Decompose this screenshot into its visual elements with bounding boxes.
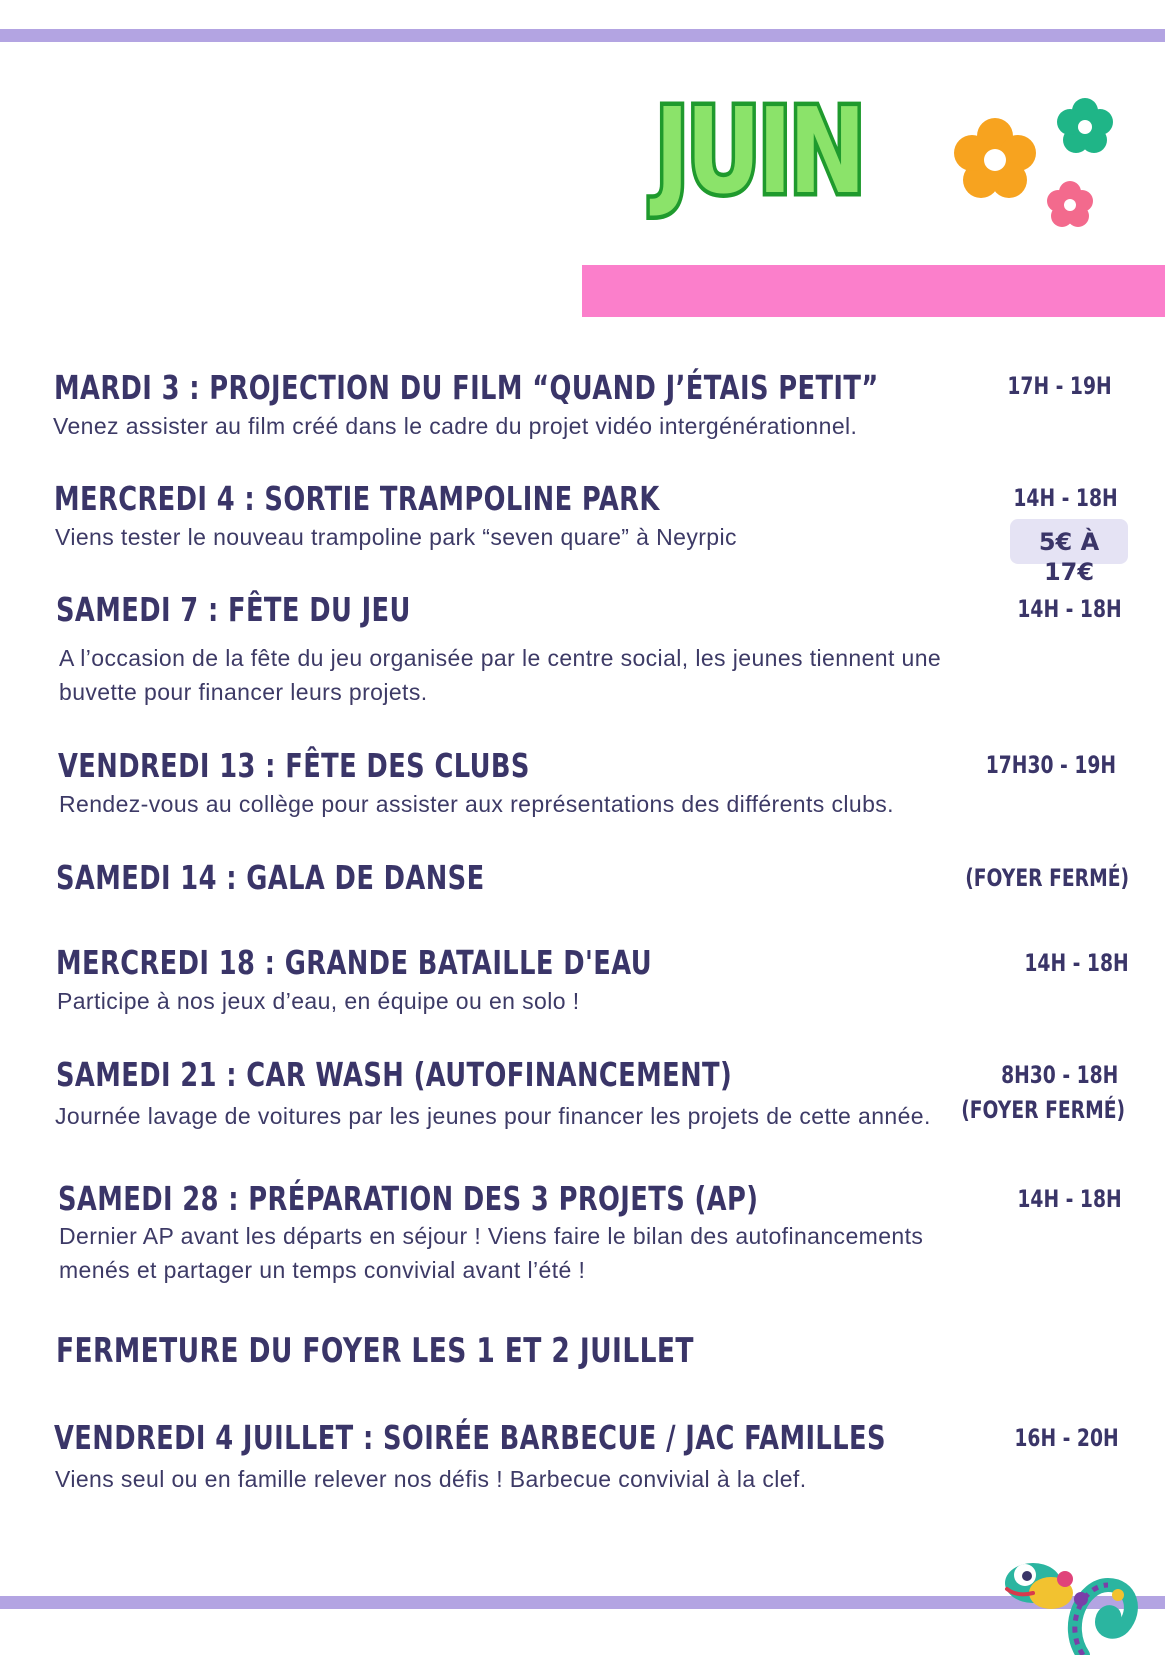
event-title: FERMETURE DU FOYER LES 1 ET 2 JUILLET [56, 1331, 694, 1371]
chameleon-mascot-icon [1003, 1555, 1138, 1655]
event-title: MARDI 3 : PROJECTION DU FILM “QUAND J’ÉTAIS PETIT” [54, 368, 879, 407]
event-title: SAMEDI 28 : PRÉPARATION DES 3 PROJETS (AP) [58, 1179, 759, 1218]
event-description: menés et partager un temps convivial avant l’été ! [59, 1257, 586, 1283]
event-time: 17H - 19H [1007, 372, 1112, 400]
flower-pink-icon [1047, 181, 1093, 227]
flowers-decoration [940, 95, 1125, 240]
event-time: 17H30 - 19H [985, 751, 1116, 779]
event-title: VENDREDI 13 : FÊTE DES CLUBS [58, 746, 530, 785]
flower-green-icon [1057, 98, 1113, 153]
event-time: 14H - 18H [1013, 484, 1118, 512]
event-title: SAMEDI 14 : GALA DE DANSE [56, 858, 485, 897]
event-description: Dernier AP avant les départs en séjour ! Viens faire le bilan des autofinancements [59, 1223, 924, 1249]
event-title: SAMEDI 21 : CAR WASH (AUTOFINANCEMENT) [56, 1055, 733, 1094]
event-description: Viens seul ou en famille relever nos défis ! Barbecue convivial à la clef. [55, 1466, 807, 1492]
price-label: 5€ À 17€ [1038, 528, 1100, 586]
event-time: 14H - 18H [1017, 1185, 1122, 1213]
event-description: Journée lavage de voitures par les jeunes pour financer les projets de cette année. [55, 1103, 931, 1129]
event-time: 16H - 20H [1014, 1424, 1119, 1452]
event-description: A l’occasion de la fête du jeu organisée par le centre social, les jeunes tiennent une [59, 645, 942, 671]
flower-orange-icon [954, 118, 1036, 198]
top-divider [0, 29, 1165, 42]
month-title: JUIN [655, 82, 863, 220]
bottom-divider [0, 1596, 1165, 1609]
event-description: Viens tester le nouveau trampoline park “seven quare” à Neyrpic [55, 524, 737, 550]
event-closure-note: (FOYER FERMÉ) [961, 1096, 1125, 1124]
event-time: 8H30 - 18H [1000, 1061, 1118, 1089]
event-title: VENDREDI 4 JUILLET : SOIRÉE BARBECUE / JAC FAMILLES [54, 1418, 886, 1457]
event-title: MERCREDI 18 : GRANDE BATAILLE D'EAU [56, 943, 653, 982]
event-title: SAMEDI 7 : FÊTE DU JEU [56, 590, 411, 629]
event-description: Venez assister au film créé dans le cadre du projet vidéo intergénérationnel. [53, 413, 858, 439]
header-accent-band [582, 265, 1165, 317]
event-time: 14H - 18H [1017, 595, 1122, 623]
price-badge [1010, 519, 1128, 586]
event-time: 14H - 18H [1024, 949, 1129, 977]
event-description: buvette pour financer leurs projets. [59, 679, 428, 705]
event-description: Participe à nos jeux d’eau, en équipe ou en solo ! [57, 988, 580, 1014]
event-title: MERCREDI 4 : SORTIE TRAMPOLINE PARK [54, 479, 660, 518]
event-time: (FOYER FERMÉ) [965, 864, 1129, 892]
event-description: Rendez-vous au collège pour assister aux représentations des différents clubs. [59, 791, 894, 817]
